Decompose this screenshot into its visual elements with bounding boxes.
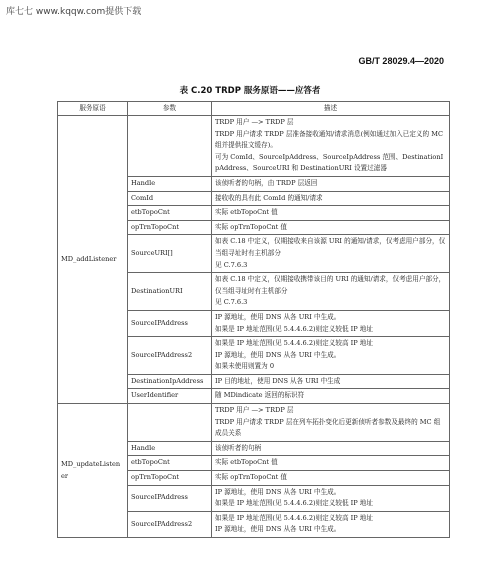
primitives-table-container [57, 101, 449, 538]
description-line: TRDP 用户请求 TRDP 层准备接收通知/请求消息(例如通过加入已定义的 MC 组并提供报文缓存)。 [215, 129, 443, 150]
description-cell [212, 337, 450, 375]
description-cell [212, 220, 450, 235]
description-line: 见 C.7.6.3 [215, 298, 248, 307]
description-line: IP 源地址，使用 DNS 从各 URI 中生成。 [215, 350, 341, 359]
parameter-cell: etbTopoCnt [128, 206, 212, 221]
header-description: 描述 [212, 102, 450, 116]
description-line: 该侦听者的句柄 [215, 443, 262, 452]
description-cell [212, 441, 450, 456]
parameter-cell: etbTopoCnt [128, 456, 212, 471]
description-cell [212, 235, 450, 273]
parameter-cell: SourceIPAddress [128, 310, 212, 336]
description-cell [212, 273, 450, 311]
parameter-cell: SourceURI[] [128, 235, 212, 273]
description-line: 如果是 IP 地址范围(见 5.4.4.6.2)则定义较低 IP 地址 [215, 324, 373, 333]
description-line: TRDP 用户 —> TRDP 层 [215, 406, 294, 415]
description-line: 可为 ComId、SourceIpAddress、SourceIpAddress 范围、DestinationIpAddress、SourceURI 和 DestinationURI 设置过滤器 [215, 152, 444, 173]
description-line: 接收收的具有此 ComId 的通知/请求 [215, 193, 323, 202]
table-body [58, 116, 450, 538]
description-cell [212, 310, 450, 336]
parameter-cell: UserIdentifier [128, 389, 212, 404]
description-cell [212, 404, 450, 442]
parameter-cell: ComId [128, 191, 212, 206]
description-line: IP 源地址，使用 DNS 从各 URI 中生成。 [215, 525, 341, 534]
parameter-cell: DestinationURI [128, 273, 212, 311]
description-line: TRDP 用户请求 TRDP 层在列车拓扑变化后更新侦听者参数及最终的 MC 组成员关系 [215, 417, 441, 438]
description-line: 实际 opTrnTopoCnt 值 [215, 222, 287, 231]
description-cell [212, 485, 450, 511]
description-line: IP 目的地址，使用 DNS 从各 URI 中生成 [215, 376, 341, 385]
description-cell [212, 511, 450, 537]
description-cell [212, 471, 450, 486]
description-cell [212, 191, 450, 206]
header-service: 服务原语 [58, 102, 128, 116]
description-line: TRDP 用户 —> TRDP 层 [215, 118, 294, 126]
description-line: 见 C.7.6.3 [215, 260, 248, 269]
description-line: 如果未使用则置为 0 [215, 362, 275, 371]
parameter-cell: SourceIPAddress2 [128, 511, 212, 537]
table-row [58, 404, 450, 442]
parameter-cell [128, 404, 212, 442]
description-line: 如果是 IP 地址范围(见 5.4.4.6.2)则定义较低 IP 地址 [215, 499, 373, 508]
description-line: 如果是 IP 地址范围(见 5.4.4.6.2)则定义较高 IP 地址 [215, 513, 373, 522]
parameter-cell: SourceIPAddress [128, 485, 212, 511]
description-line: 实际 etbTopoCnt 值 [215, 458, 278, 467]
description-line: 实际 etbTopoCnt 值 [215, 208, 278, 217]
description-line: 如果是 IP 地址范围(见 5.4.4.6.2)则定义较高 IP 地址 [215, 339, 373, 348]
description-cell [212, 374, 450, 389]
standard-code: GB/T 28029.4—2020 [358, 56, 444, 66]
parameter-cell: Handle [128, 441, 212, 456]
description-cell [212, 389, 450, 404]
description-cell [212, 176, 450, 191]
description-cell [212, 206, 450, 221]
service-primitive-cell: MD_addListener [58, 116, 128, 404]
description-line: IP 源地址，使用 DNS 从各 URI 中生成。 [215, 312, 341, 321]
description-line: 如表 C.18 中定义，仅期接收携带该目的 URI 的通知/请求，仅考虑用户部分，仅当组寻址时有主机部分 [215, 275, 446, 295]
description-line: 该侦听者的句柄，由 TRDP 层返回 [215, 178, 318, 187]
description-cell [212, 116, 450, 177]
header-parameter: 参数 [128, 102, 212, 116]
parameter-cell: Handle [128, 176, 212, 191]
parameter-cell: opTrnTopoCnt [128, 220, 212, 235]
description-line: 如表 C.18 中定义，仅期接收来自该源 URI 的通知/请求，仅考虑用户部分，仅当组寻址时有主机部分 [215, 237, 446, 257]
primitives-table [57, 101, 450, 538]
parameter-cell: DestinationIpAddress [128, 374, 212, 389]
parameter-cell [128, 116, 212, 177]
description-line: 随 MDindicate 返回的标识符 [215, 391, 305, 400]
description-line: IP 源地址，使用 DNS 从各 URI 中生成。 [215, 487, 341, 496]
description-line: 实际 opTrnTopoCnt 值 [215, 473, 287, 482]
parameter-cell: SourceIPAddress2 [128, 337, 212, 375]
description-cell [212, 456, 450, 471]
parameter-cell: opTrnTopoCnt [128, 471, 212, 486]
service-primitive-cell: MD_updateListener [58, 404, 128, 538]
site-watermark: 库七七 www.kqqw.com提供下载 [6, 7, 142, 17]
table-header-row [58, 102, 450, 116]
table-title: 表 C.20 TRDP 服务原语——应答者 [179, 86, 321, 96]
table-row [58, 116, 450, 177]
